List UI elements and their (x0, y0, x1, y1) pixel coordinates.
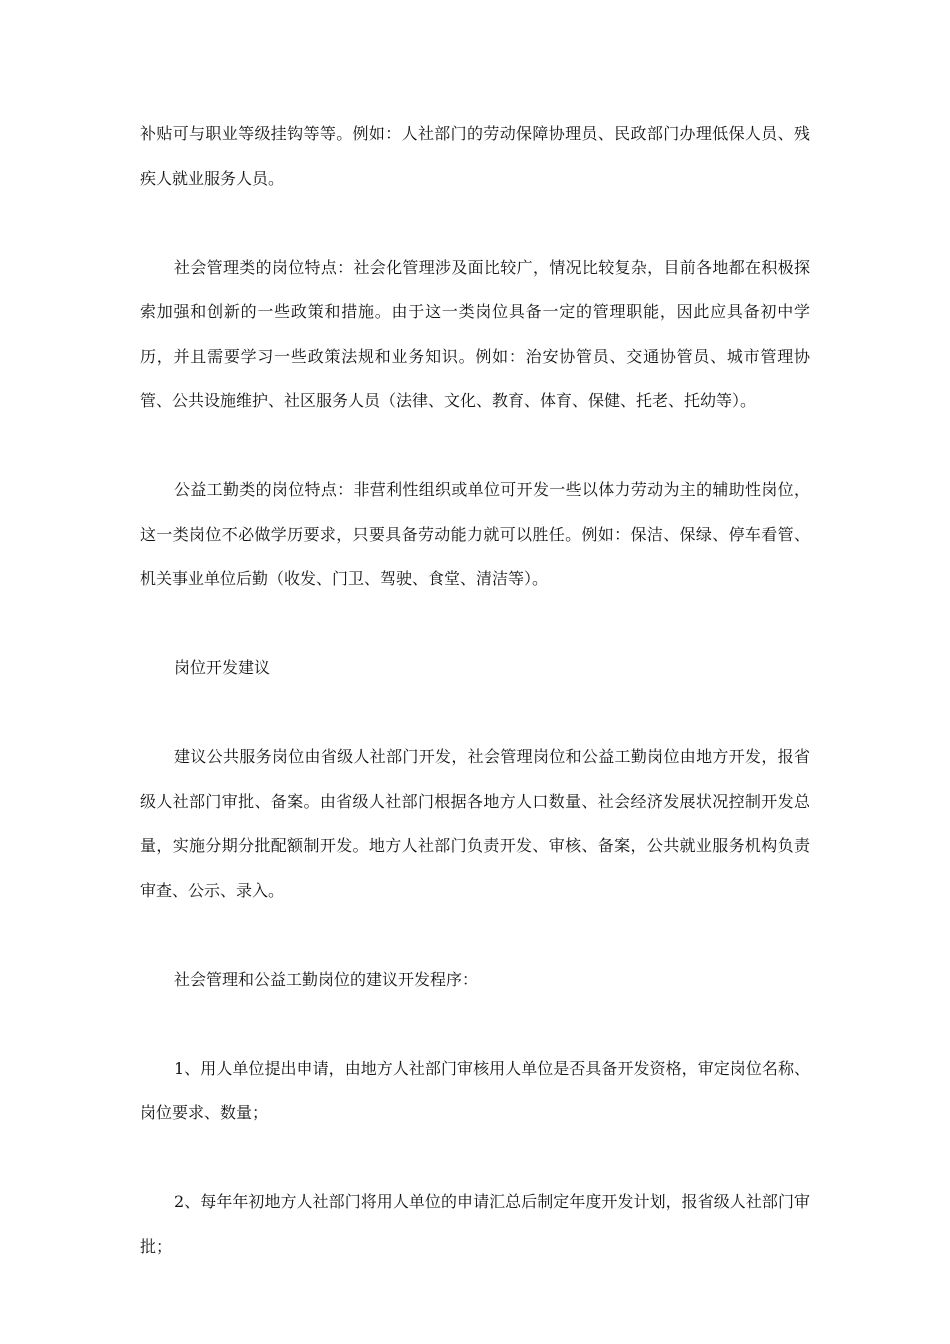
paragraph-spacer (140, 424, 810, 469)
paragraph-spacer (140, 691, 810, 736)
paragraph-spacer (140, 913, 810, 958)
paragraph-procedure-intro: 社会管理和公益工勤岗位的建议开发程序： (174, 969, 479, 989)
paragraph-public-welfare: 公益工勤类的岗位特点：非营利性组织或单位可开发一些以体力劳动为主的辅助性岗位，这一类岗位不必做学历要求，只要具备劳动能力就可以胜任。例如：保洁、保绿、停车看管、机关事业单位后勤（收发、门卫、驾驶、食堂、清洁等）。 (140, 480, 810, 588)
paragraph-social-management: 社会管理类的岗位特点：社会化管理涉及面比较广，情况比较复杂，目前各地都在积极探索加强和创新的一些政策和措施。由于这一类岗位具备一定的管理职能，因此应具备初中学历，并且需要学习一些政策法规和业务知识。例如：治安协管员、交通协管员、城市管理协管、公共设施维护、社区服务人员（法律、文化、教育、体育、保健、托老、托幼等）。 (140, 257, 810, 410)
paragraph-spacer (140, 602, 810, 647)
procedure-step-1: 1、用人单位提出申请，由地方人社部门审核用人单位是否具备开发资格，审定岗位名称、岗位要求、数量； (140, 1058, 810, 1122)
procedure-step-2: 2、每年年初地方人社部门将用人单位的申请汇总后制定年度开发计划，报省级人社部门审批； (140, 1192, 810, 1256)
paragraph-subsidy-examples: 补贴可与职业等级挂钩等等。例如：人社部门的劳动保障协理员、民政部门办理低保人员、残疾人就业服务人员。 (140, 124, 810, 188)
paragraph-development-suggestion: 建议公共服务岗位由省级人社部门开发，社会管理岗位和公益工勤岗位由地方开发，报省级人社部门审批、备案。由省级人社部门根据各地方人口数量、社会经济发展状况控制开发总量，实施分期分批配额制开发。地方人社部门负责开发、审核、备案，公共就业服务机构负责审查、公示、录入。 (140, 747, 810, 900)
section-heading-development-suggestion: 岗位开发建议 (174, 658, 271, 677)
paragraph-spacer (140, 1136, 810, 1181)
paragraph-spacer (140, 1002, 810, 1047)
paragraph-spacer (140, 201, 810, 246)
